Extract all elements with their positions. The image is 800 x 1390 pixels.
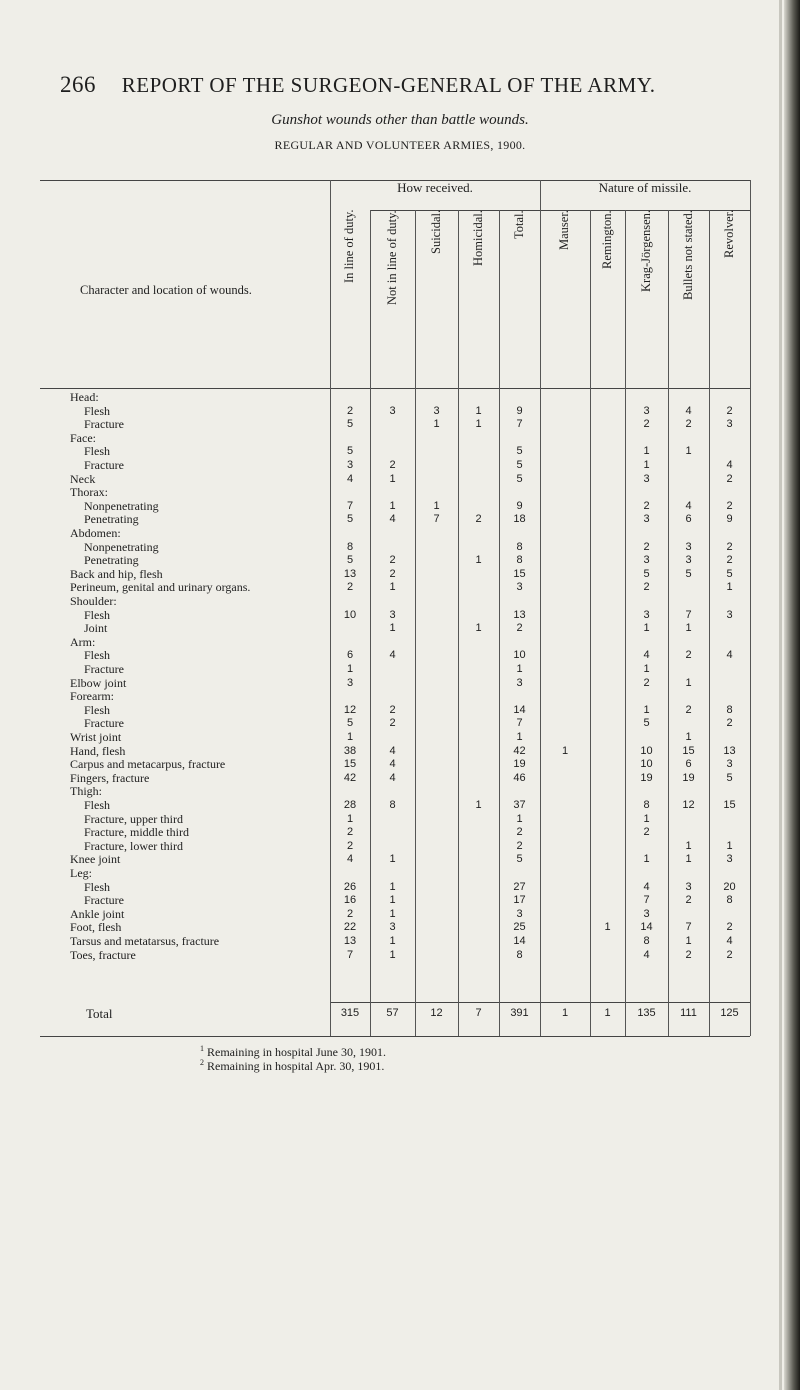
table-cell: 7 [433, 513, 440, 526]
table-cell: 22 [343, 921, 357, 934]
table-cell: 2 [346, 581, 354, 594]
table-cell: 3 [685, 554, 692, 567]
table-cell: 1 [475, 404, 482, 417]
table-cell: 4 [643, 948, 650, 961]
table-cell: 2 [726, 554, 733, 567]
footnote-mark: 1 [200, 1044, 204, 1053]
table-cell: 25 [513, 921, 526, 934]
table-cell: 20 [723, 880, 736, 893]
table-cell: 5 [346, 445, 354, 458]
table-cell: 2 [643, 826, 650, 839]
table-cell: 8 [643, 799, 650, 811]
table-cell: 3 [643, 608, 650, 621]
row-label: Penetrating [84, 512, 139, 527]
row-label: Carpus and metacarpus, fracture [70, 757, 226, 772]
table-cell: 2 [726, 499, 733, 512]
table-cell: 8 [516, 554, 523, 567]
table-cell: 12 [430, 1007, 443, 1019]
table-cell: 15 [513, 567, 526, 580]
table-cell: 2 [643, 499, 650, 512]
table-cell: 2 [389, 567, 396, 580]
table-cell: 2 [643, 540, 650, 553]
running-head-text: REPORT OF THE SURGEON-GENERAL OF THE ARMY. [121, 73, 656, 97]
table-cell: 6 [346, 649, 354, 662]
row-label: Perineum, genital and urinary organs. [70, 580, 251, 595]
table-cell: 9 [516, 404, 523, 417]
table-cell: 26 [343, 880, 357, 893]
table-cell: 1 [685, 839, 692, 852]
row-group-label: Thorax: [70, 485, 108, 500]
table-cell: 7 [685, 921, 692, 934]
row-label: Fracture, middle third [84, 825, 189, 840]
table-cell: 13 [723, 744, 736, 757]
table-cell: 5 [726, 567, 733, 580]
row-label: Foot, flesh [70, 920, 122, 935]
table-cell: 2 [685, 948, 692, 961]
row-label: Flesh [84, 444, 111, 459]
table-cell: 1 [475, 799, 482, 811]
table-cell: 1 [346, 663, 354, 675]
table-cell: 7 [516, 418, 523, 431]
table-cell: 135 [637, 1007, 656, 1019]
table-cell: 42 [513, 744, 526, 757]
table-cell: 3 [643, 554, 650, 567]
group-how-received: How received. [397, 180, 473, 195]
row-label: Knee joint [70, 852, 121, 867]
table-cell: 1 [433, 418, 440, 431]
table-cell: 1 [389, 581, 396, 594]
table-cell: 1 [475, 622, 482, 635]
table-cell: 19 [513, 758, 526, 771]
table-cell: 3 [389, 608, 396, 621]
row-label: Flesh [84, 403, 111, 418]
table-cell: 1 [516, 731, 523, 743]
row-label: Total [86, 1006, 113, 1021]
table-cell: 14 [640, 921, 653, 934]
table-cell: 7 [346, 948, 354, 961]
table-cell: 10 [640, 758, 653, 771]
table-cell: 14 [513, 935, 526, 947]
table-cell: 1 [516, 812, 523, 825]
table-cell: 3 [643, 404, 650, 417]
table-cell: 5 [643, 567, 650, 580]
table-cell: 4 [643, 880, 650, 893]
table-cell: 3 [726, 608, 733, 621]
table-cell: 1 [561, 744, 569, 757]
table-cell: 7 [643, 894, 650, 907]
row-label: Fracture, upper third [84, 811, 183, 826]
row-label: Joint [84, 621, 108, 636]
table-cell: 2 [389, 717, 396, 730]
table-cell: 46 [513, 771, 526, 784]
table-cell: 1 [643, 663, 650, 675]
table-title: Gunshot wounds other than battle wounds. [271, 112, 529, 128]
column-header: Not in line of duty. [384, 210, 399, 305]
table-cell: 1 [604, 1007, 611, 1019]
column-divider [750, 180, 751, 1036]
table-cell: 3 [389, 404, 396, 417]
table-cell: 3 [685, 540, 692, 553]
table-cell: 1 [389, 472, 396, 485]
table-cell: 2 [389, 703, 396, 716]
table-cell: 16 [343, 894, 357, 907]
table-cell: 19 [682, 771, 695, 784]
table-cell: 13 [343, 935, 357, 947]
table-cell: 3 [643, 907, 650, 920]
row-label: Ankle joint [70, 906, 125, 921]
table-cell: 3 [726, 418, 733, 431]
table-cell: 1 [643, 853, 650, 866]
table-cell: 1 [389, 853, 396, 866]
table-cell: 4 [389, 758, 396, 771]
row-label: Nonpenetrating [84, 539, 159, 554]
table-cell: 8 [643, 935, 650, 947]
table-cell: 5 [346, 717, 354, 730]
table-cell: 3 [433, 404, 440, 417]
column-divider [540, 180, 541, 1036]
column-header: Krag-Jörgensen. [638, 210, 653, 293]
table-cell: 3 [516, 581, 523, 594]
table-subtitle: REGULAR AND VOLUNTEER ARMIES, 1900. [274, 138, 526, 152]
row-label: Nonpenetrating [84, 498, 159, 513]
table-cell: 1 [685, 731, 692, 743]
table-cell: 1 [389, 948, 396, 961]
table-cell: 8 [726, 703, 733, 716]
table-cell: 4 [726, 459, 733, 471]
row-label: Flesh [84, 648, 111, 663]
table-cell: 5 [346, 513, 354, 526]
row-group-label: Forearm: [70, 689, 114, 704]
row-group-label: Arm: [70, 634, 96, 649]
row-label: Flesh [84, 798, 111, 812]
character-location-header: Character and location of wounds. [80, 283, 252, 297]
row-label: Toes, fracture [70, 947, 136, 962]
table-cell: 1 [389, 894, 396, 907]
table-cell: 3 [346, 459, 354, 471]
table-cell: 2 [643, 418, 650, 431]
table-cell: 3 [726, 853, 733, 866]
table-cell: 8 [389, 799, 396, 811]
table-cell: 6 [685, 758, 692, 771]
table-cell: 1 [643, 622, 650, 635]
table-cell: 111 [680, 1007, 697, 1019]
column-divider [415, 210, 416, 1036]
table-cell: 3 [643, 513, 650, 526]
table-cell: 1 [643, 459, 650, 471]
table-cell: 125 [720, 1007, 739, 1019]
table-cell: 2 [726, 948, 733, 961]
table-cell: 37 [513, 799, 526, 811]
table-cell: 8 [516, 540, 523, 553]
table-bottom-rule [40, 1036, 750, 1037]
row-group-label: Shoulder: [70, 594, 117, 608]
row-label: Fracture, lower third [84, 838, 183, 853]
table-cell: 3 [346, 676, 354, 689]
row-label: Fracture [84, 662, 124, 676]
table-cell: 1 [475, 554, 482, 567]
table-cell: 2 [643, 676, 650, 689]
table-cell: 3 [516, 676, 523, 689]
row-label: Hand, flesh [70, 743, 126, 758]
column-header: Mauser. [557, 210, 571, 250]
table-cell: 4 [685, 404, 692, 417]
table-cell: 12 [682, 799, 695, 811]
row-label: Wrist joint [70, 730, 122, 744]
table-cell: 19 [640, 771, 653, 784]
table-cell: 7 [346, 499, 354, 512]
table-cell: 2 [475, 513, 482, 526]
table-cell: 17 [513, 894, 526, 907]
table-cell: 1 [346, 812, 354, 825]
row-label: Flesh [84, 702, 111, 717]
table-cell: 5 [516, 472, 523, 485]
table-cell: 1 [685, 935, 692, 947]
table-cell: 57 [386, 1007, 399, 1019]
table-cell: 3 [685, 880, 692, 893]
table-cell: 8 [346, 540, 354, 553]
table-cell: 7 [475, 1007, 482, 1019]
table-cell: 5 [346, 554, 354, 567]
table-cell: 6 [685, 513, 692, 526]
table-cell: 12 [343, 703, 357, 716]
table-cell: 13 [343, 567, 357, 580]
table-cell: 2 [516, 622, 523, 635]
table-cell: 7 [516, 717, 523, 730]
row-label: Fracture [84, 893, 124, 908]
column-divider [709, 210, 710, 1036]
table-cell: 1 [685, 622, 692, 635]
table-cell: 7 [685, 608, 692, 621]
table-cell: 15 [343, 758, 357, 771]
table-cell: 2 [346, 826, 354, 839]
table-cell: 10 [640, 744, 653, 757]
table-cell: 1 [389, 935, 396, 947]
column-header: In line of duty. [342, 210, 356, 284]
table-cell: 1 [643, 703, 650, 716]
table-cell: 2 [726, 540, 733, 553]
row-label: Back and hip, flesh [70, 566, 163, 581]
column-header: Bullets not stated. [680, 210, 695, 300]
table-cell: 5 [516, 853, 523, 866]
table-cell: 2 [346, 907, 354, 920]
table-cell: 2 [643, 581, 650, 594]
table-cell: 2 [516, 839, 523, 852]
table-cell: 10 [513, 649, 526, 662]
table-cell: 28 [343, 799, 357, 811]
table-cell: 2 [389, 554, 396, 567]
table-cell: 1 [685, 445, 692, 458]
footnote-text: Remaining in hospital Apr. 30, 1901. [207, 1059, 385, 1073]
table-cell: 2 [726, 472, 733, 485]
page-edge [779, 0, 782, 1390]
table-cell: 5 [516, 445, 523, 458]
table-cell: 2 [685, 649, 692, 662]
table-cell: 38 [343, 744, 357, 757]
table-cell: 1 [643, 812, 650, 825]
table-cell: 1 [516, 663, 523, 675]
table-cell: 18 [513, 513, 526, 526]
table-cell: 5 [643, 717, 650, 730]
table-cell: 42 [343, 771, 357, 784]
footnote-text: Remaining in hospital June 30, 1901. [207, 1045, 386, 1059]
table-cell: 4 [389, 744, 396, 757]
row-label: Neck [70, 471, 96, 486]
table-cell: 4 [346, 853, 354, 866]
table-cell: 3 [516, 907, 523, 920]
table-cell: 1 [389, 880, 396, 893]
table-cell: 4 [389, 513, 396, 526]
running-header [60, 72, 655, 98]
table-cell: 2 [389, 459, 396, 471]
column-header: Suicidal. [428, 210, 443, 255]
table-cell: 27 [513, 880, 526, 893]
table-cell: 2 [516, 826, 523, 839]
table-cell: 4 [389, 649, 396, 662]
column-divider [590, 210, 591, 1036]
page-number: 266 [60, 72, 96, 97]
table-cell: 1 [604, 921, 611, 934]
table-cell: 4 [726, 935, 733, 947]
table-cell: 4 [643, 649, 650, 662]
table-cell: 2 [726, 404, 733, 417]
table-cell: 2 [346, 404, 354, 417]
table-cell: 15 [723, 799, 736, 811]
table-cell: 1 [346, 731, 354, 743]
table-cell: 9 [516, 499, 523, 512]
row-label: Fingers, fracture [70, 770, 150, 785]
table-cell: 2 [726, 921, 733, 934]
table-cell: 1 [643, 445, 650, 458]
table-cell: 15 [682, 744, 695, 757]
table-cell: 1 [561, 1007, 569, 1019]
row-group-label: Face: [70, 430, 96, 445]
table-cell: 2 [346, 839, 354, 852]
table-cell: 1 [475, 418, 482, 431]
row-label: Fracture [84, 716, 124, 731]
table-cell: 5 [726, 771, 733, 784]
table-cell: 3 [726, 758, 733, 771]
table-cell: 3 [389, 921, 396, 934]
table-cell: 1 [433, 499, 440, 512]
row-label: Tarsus and metatarsus, fracture [70, 934, 220, 948]
table-cell: 1 [726, 839, 733, 852]
table-cell: 1 [389, 622, 396, 635]
table-cell: 4 [346, 472, 354, 485]
table-cell: 8 [726, 894, 733, 907]
table-cell: 2 [685, 418, 692, 431]
footnote-2 [200, 1058, 384, 1074]
table-cell: 5 [685, 567, 692, 580]
table-cell: 9 [726, 513, 733, 526]
book-binding-shadow [784, 0, 800, 1390]
column-header: Total. [511, 210, 526, 239]
table-cell: 3 [643, 472, 650, 485]
row-group-label: Abdomen: [70, 526, 121, 540]
table-cell: 2 [685, 703, 692, 716]
table-cell: 1 [726, 581, 733, 594]
table-cell: 4 [685, 499, 692, 512]
table-cell: 5 [346, 418, 354, 431]
row-group-label: Head: [70, 390, 99, 404]
row-label: Flesh [84, 879, 111, 894]
table-cell: 1 [389, 907, 396, 920]
column-header: Homicidal. [470, 210, 485, 266]
table-cell: 2 [726, 717, 733, 730]
row-label: Fracture [84, 417, 124, 432]
column-header: Remington. [599, 210, 614, 269]
header-bottom-rule [40, 388, 750, 389]
table-cell: 5 [516, 459, 523, 471]
column-header: Revolver. [721, 210, 736, 259]
table-cell: 8 [516, 948, 523, 961]
table-cell: 1 [685, 853, 692, 866]
table-cell: 1 [685, 676, 692, 689]
table-cell: 1 [389, 499, 396, 512]
row-label: Elbow joint [70, 675, 127, 690]
table-cell: 315 [340, 1007, 360, 1019]
table-cell: 2 [685, 894, 692, 907]
table-cell: 4 [389, 771, 396, 784]
table-cell: 10 [343, 608, 357, 621]
table-cell: 13 [513, 608, 526, 621]
table-cell: 14 [513, 703, 526, 716]
group-nature-of-missile: Nature of missile. [598, 180, 692, 195]
table-cell: 4 [726, 649, 733, 662]
row-label: Fracture [84, 458, 124, 472]
row-group-label: Thigh: [70, 784, 102, 799]
footnote-mark: 2 [200, 1058, 204, 1067]
table-cell: 391 [510, 1007, 529, 1019]
row-label: Penetrating [84, 553, 139, 568]
row-label: Flesh [84, 607, 111, 622]
row-group-label: Leg: [70, 866, 92, 880]
